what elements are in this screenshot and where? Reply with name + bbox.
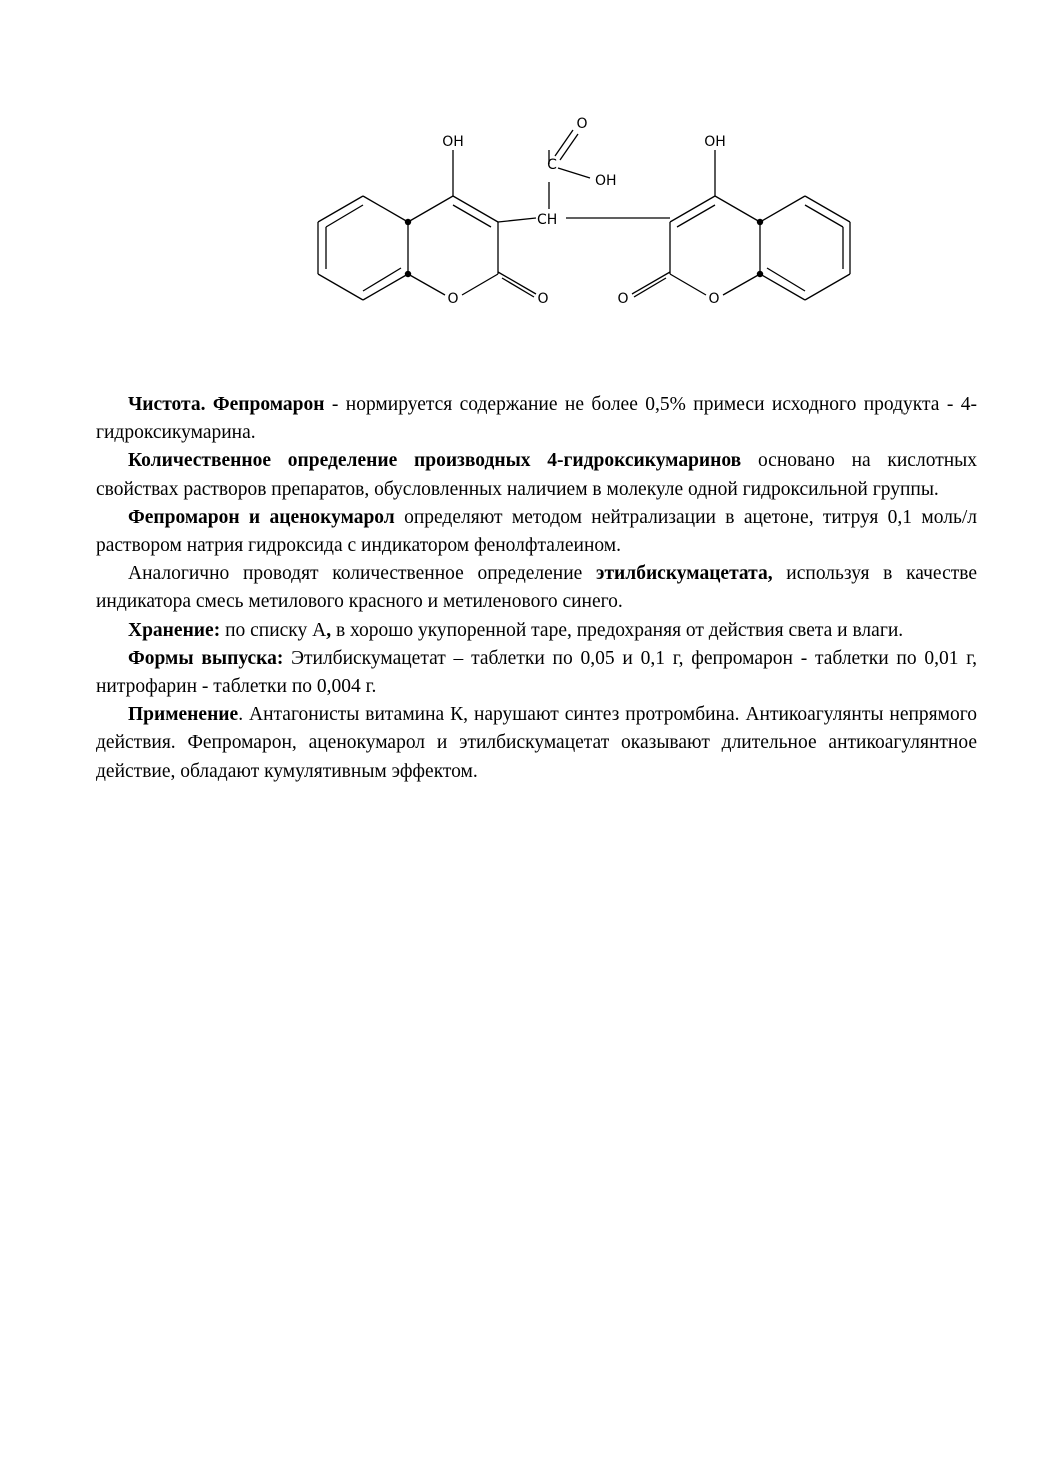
storage-heading: Хранение:	[128, 619, 221, 641]
purity-heading: Чистота. Фепромарон	[128, 394, 325, 415]
paragraph-purity	[96, 391, 977, 447]
application-heading: Применение	[128, 704, 239, 726]
analogous-text-after: используя в качестве индикатора смесь метилового красного и метиленового синего.	[96, 563, 977, 613]
chemical-structure	[300, 108, 870, 313]
atom-ch: CH	[537, 212, 558, 228]
paragraph-analogous	[96, 560, 977, 616]
atom-oh-acid: OH	[595, 173, 617, 189]
storage-comma: ,	[326, 619, 332, 641]
atom-o-carbonyl-left: O	[537, 291, 549, 307]
atom-o-ring-left: O	[447, 291, 459, 307]
atom-o-acid: O	[576, 116, 588, 132]
analogous-text-before: Аналогично проводят количественное определение	[128, 563, 597, 585]
atom-c-acid: C	[547, 157, 557, 173]
forms-heading: Формы выпуска:	[128, 647, 284, 669]
atom-o-ring-right: O	[708, 291, 720, 307]
assay-text: основано на кислотных свойствах растворов препаратов, обусловленных наличием в молекуле одной гидроксильной группы.	[96, 450, 978, 500]
chemical-structure-diagram	[300, 108, 870, 313]
forms-text: Этилбискумацетат – таблетки по 0,05 и 0,1 г, фепромарон - таблетки по 0,01 г, нитрофарин - таблетки по 0,004 г.	[96, 647, 977, 698]
paragraph-assay	[96, 447, 977, 503]
neutralization-text: определяют методом нейтрализации в ацетоне, титруя 0,1 моль/л раствором натрия гидроксида с индикатором фенолфталеином.	[96, 506, 977, 557]
application-text: . Антагонисты витамина К, нарушают синтез протромбина. Антикоагулянты непрямого действия. Фепромарон, аценокумарол и этилбискумацетат оказывают длительное антикоагулянтное действие, обладают кумулятивным эффектом.	[96, 704, 977, 782]
analogous-bold: этилбискумацетата,	[596, 563, 773, 585]
document-body	[96, 391, 977, 786]
paragraph-neutralization	[96, 504, 977, 560]
paragraph-forms	[96, 645, 977, 701]
assay-heading: Количественное определение производных 4-гидроксикумаринов	[128, 450, 742, 472]
neutralization-heading: Фепромарон и аценокумарол	[128, 506, 395, 528]
storage-text-2: в хорошо укупоренной таре, предохраняя от действия света и влаги.	[331, 619, 904, 641]
paragraph-application	[96, 701, 977, 786]
purity-text: - нормируется содержание не более 0,5% примеси исходного продукта - 4-гидроксикумарина.	[96, 394, 977, 444]
atom-oh-right: OH	[704, 134, 726, 150]
atom-o-carbonyl-right: O	[617, 291, 629, 307]
paragraph-storage	[96, 617, 977, 645]
atom-oh-left: OH	[442, 134, 464, 150]
storage-text-1: по списку А	[220, 619, 327, 641]
